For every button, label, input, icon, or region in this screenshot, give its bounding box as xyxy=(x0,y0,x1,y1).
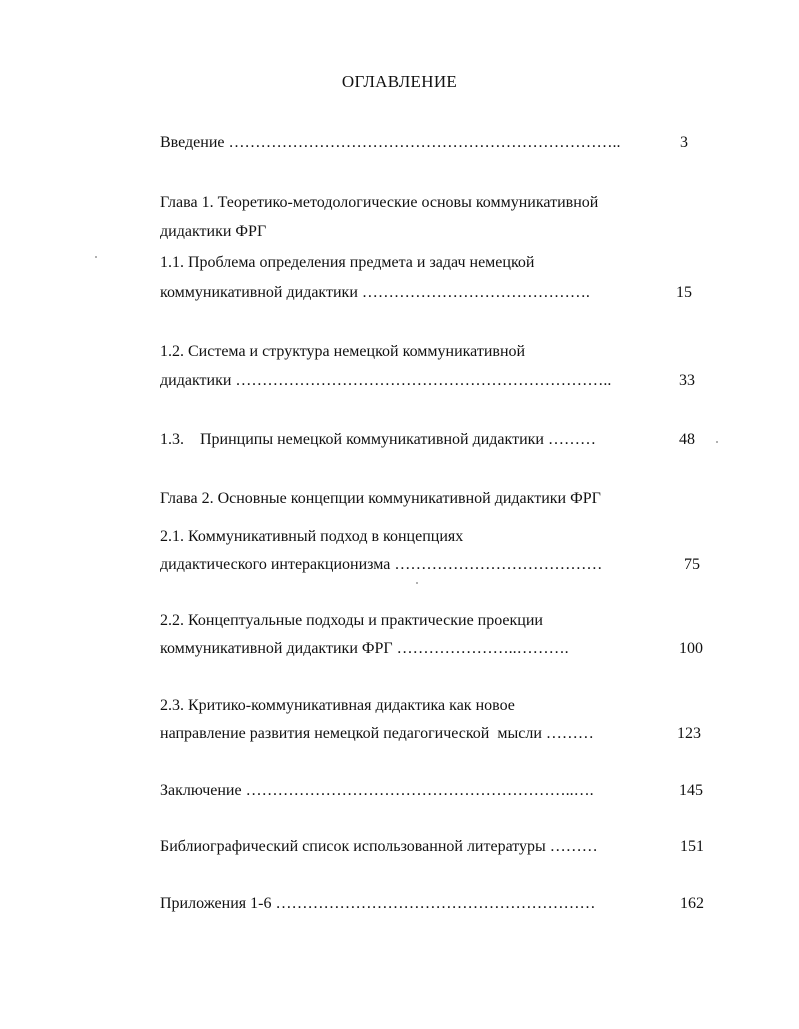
toc-entry-bibliography: Библиографический список использованной литературы ……… xyxy=(160,838,598,855)
toc-page-2-3: 123 xyxy=(677,725,701,742)
toc-section-2-3-line2: направление развития немецкой педагогической мысли ……… xyxy=(160,725,594,742)
scan-speck xyxy=(95,256,97,258)
toc-entry-appendix: Приложения 1-6 …………………………………………………… xyxy=(160,895,596,912)
toc-section-1-3: 1.3. Принципы немецкой коммуникативной дидактики ……… xyxy=(160,431,596,448)
toc-section-2-3-line1: 2.3. Критико-коммуникативная дидактика как новое xyxy=(160,697,515,714)
toc-section-2-2-line1: 2.2. Концептуальные подходы и практические проекции xyxy=(160,612,543,629)
toc-page-1-1: 15 xyxy=(676,284,692,301)
toc-chapter-1-line2: дидактики ФРГ xyxy=(160,223,267,240)
toc-page-bibliography: 151 xyxy=(680,838,704,855)
toc-section-1-1-line2: коммуникативной дидактики ……………………………………. xyxy=(160,284,590,301)
toc-entry-conclusion: Заключение ……………………………………………………..…. xyxy=(160,782,594,799)
scan-speck xyxy=(416,582,418,584)
toc-page-1-3: 48 xyxy=(679,431,695,448)
scan-speck xyxy=(716,441,718,443)
toc-section-2-2-line2: коммуникативной дидактики ФРГ …………………..………. xyxy=(160,640,569,657)
toc-section-1-1-line1: 1.1. Проблема определения предмета и задач немецкой xyxy=(160,254,535,271)
toc-section-1-2-line1: 1.2. Система и структура немецкой коммуникативной xyxy=(160,343,526,360)
toc-section-2-1-line2: дидактического интеракционизма ………………………………… xyxy=(160,556,603,573)
toc-section-1-2-line2: дидактики …………………………………………………………….. xyxy=(160,372,612,389)
toc-entry-intro: Введение ……………………………………………………………….. xyxy=(160,134,621,151)
page-title: ОГЛАВЛЕНИЕ xyxy=(341,72,458,91)
toc-page-appendix: 162 xyxy=(680,895,704,912)
toc-page-2-1: 75 xyxy=(684,556,700,573)
toc-page-conclusion: 145 xyxy=(679,782,703,799)
toc-section-2-1-line1: 2.1. Коммуникативный подход в концепциях xyxy=(160,528,464,545)
toc-chapter-2: Глава 2. Основные концепции коммуникативной дидактики ФРГ xyxy=(160,490,601,507)
toc-page-2-2: 100 xyxy=(679,640,703,657)
toc-page-intro: 3 xyxy=(680,134,688,151)
toc-chapter-1-line1: Глава 1. Теоретико-методологические основы коммуникативной xyxy=(160,194,599,211)
toc-page-1-2: 33 xyxy=(679,372,695,389)
